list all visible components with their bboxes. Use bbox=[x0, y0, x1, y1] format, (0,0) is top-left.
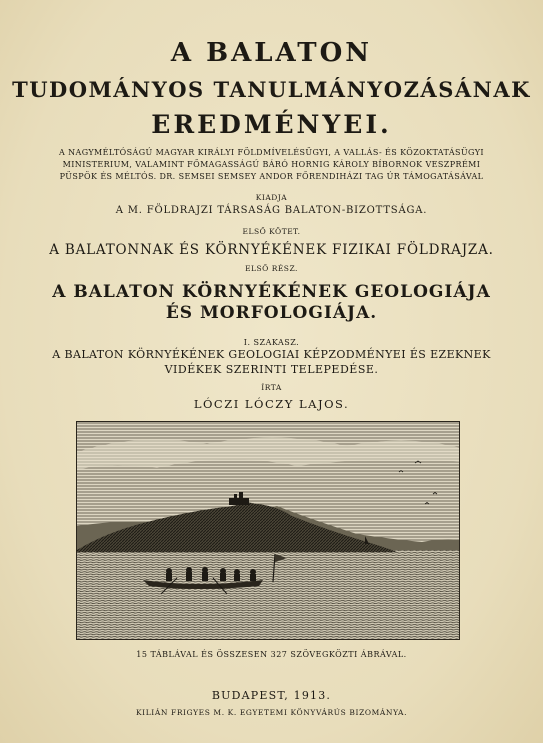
section-title-line-1: A BALATON KÖRNYÉKÉNEK GEOLOGIAI KÉPZODMÉNYEI ÉS EZEKNEK bbox=[52, 348, 491, 361]
imprint-place-year: BUDAPEST, 1913. bbox=[211, 689, 332, 702]
water bbox=[77, 548, 460, 640]
author-label: ÍRTA bbox=[261, 383, 282, 392]
title-line-3: EREDMÉNYEI. bbox=[151, 110, 392, 139]
title-line-1: A BALATON bbox=[170, 38, 373, 68]
part-label: ELSŐ RÉSZ. bbox=[245, 264, 298, 273]
sponsor-line-1: A NAGYMÉLTÓSÁGÚ MAGYAR KIRÁLYI FÖLDMÍVELÉSÜGYI, A VALLÁS- ÉS KÖZOKTATÁSÜGYI bbox=[59, 148, 484, 157]
illustration-caption: 15 TÁBLÁVAL ÉS ÖSSZESEN 327 SZÖVEGKÖZTI ÁBRÁVAL. bbox=[136, 650, 407, 659]
part-title-line-2: ÉS MORFOLOGIÁJA. bbox=[165, 303, 378, 323]
publisher-label: KIADJA bbox=[255, 193, 288, 202]
lake-engraving bbox=[76, 421, 460, 640]
part-title-line-1: A BALATON KÖRNYÉKÉNEK GEOLOGIÁJA bbox=[52, 282, 491, 302]
sponsor-line-2: MINISTERIUM, VALAMINT FŐMAGASSÁGÚ BÁRÓ HORNIG KÁROLY BÍBORNOK VESZPRÉMI bbox=[62, 160, 481, 169]
volume-title: A BALATONNAK ÉS KÖRNYÉKÉNEK FIZIKAI FÖLDRAJZA. bbox=[49, 242, 494, 258]
sponsor-line-3: PÜSPÖK ÉS MÉLTÓS. DR. SEMSEI SEMSEY ANDOR FŐRENDIHÁZI TAG ÚR TÁMOGATÁSÁVAL bbox=[59, 172, 484, 181]
section-title-line-2: VIDÉKEK SZERINTI TELEPEDÉSE. bbox=[164, 363, 379, 376]
author-name: LÓCZI LÓCZY LAJOS. bbox=[193, 397, 350, 411]
title-line-2: TUDOMÁNYOS TANULMÁNYOZÁSÁNAK bbox=[12, 77, 531, 102]
imprint-printer: KILIÁN FRIGYES M. K. EGYETEMI KÖNYVÁRÚS BIZOMÁNYA. bbox=[135, 708, 408, 717]
publisher-name: A M. FÖLDRAJZI TÁRSASÁG BALATON-BIZOTTSÁGA. bbox=[115, 205, 428, 216]
volume-label: ELSŐ KÖTET. bbox=[242, 227, 301, 236]
section-label: I. SZAKASZ. bbox=[243, 338, 300, 347]
